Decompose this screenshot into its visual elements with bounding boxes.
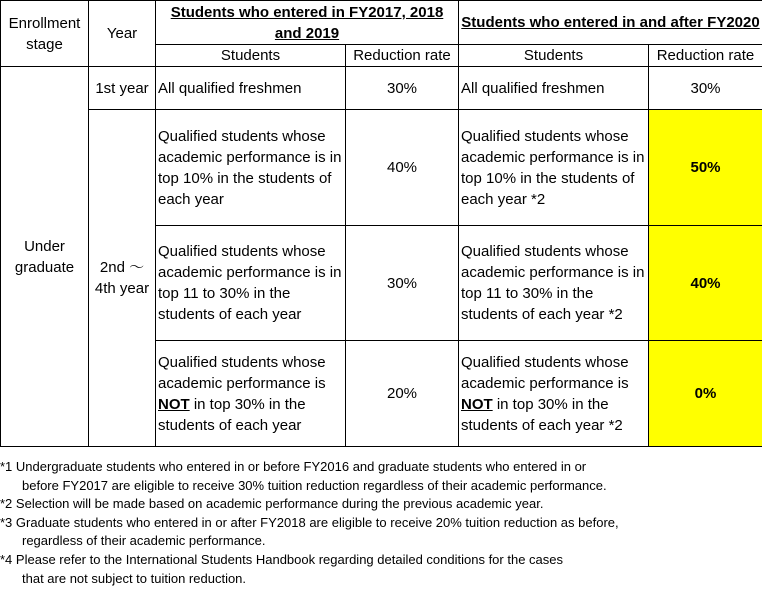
not-emphasis: NOT	[158, 395, 190, 413]
g2-rate-cell-highlighted: 50%	[649, 110, 762, 226]
footnote-mark: *2	[0, 496, 13, 512]
group1-header: Students who entered in FY2017, 2018 and 2019	[156, 1, 459, 45]
footnote	[0, 458, 762, 495]
g1-students-cell: Qualified students whose academic performance is in top 10% in the students of each year	[156, 110, 346, 226]
g2-rate-cell: 30%	[649, 67, 762, 110]
g2-students-cell: All qualified freshmen	[459, 67, 649, 110]
g1-text-pre: Qualified students whose academic performance is	[158, 353, 326, 392]
footnote-text-cont: before FY2017 are eligible to receive 30% tuition reduction regardless of their academic performance.	[22, 477, 607, 493]
footnote	[0, 551, 762, 588]
g2-students-cell	[459, 341, 649, 447]
footnote-text-cont: regardless of their academic performance.	[22, 533, 266, 549]
g1-rate-cell: 30%	[346, 67, 459, 110]
footnotes	[0, 458, 762, 588]
g1-rate-cell: 30%	[346, 226, 459, 341]
g1-rate-cell: 40%	[346, 110, 459, 226]
footnote-text: Please refer to the International Students Handbook regarding detailed conditions for the cases	[15, 551, 563, 567]
group2-students-header: Students	[459, 45, 649, 67]
g2-rate-cell-highlighted: 0%	[649, 341, 762, 447]
g1-students-cell: All qualified freshmen	[156, 67, 346, 110]
footnote-text: Undergraduate students who entered in or before FY2016 and graduate students who entered in or	[15, 459, 587, 474]
footnote-text-cont: that are not subject to tuition reduction.	[22, 570, 247, 586]
group1-students-header: Students	[156, 45, 346, 67]
group2-header: Students who entered in and after FY2020	[459, 1, 762, 45]
g2-students-cell: Qualified students whose academic performance is in top 11 to 30% in the students of each year *2	[459, 226, 649, 341]
footnote-text: Selection will be made based on academic performance during the previous academic year.	[15, 496, 544, 512]
enrollment-stage-header: Enrollment stage	[1, 1, 89, 67]
g1-text-post: in top 30% in the students of each year	[158, 395, 306, 434]
g2-students-cell: Qualified students whose academic performance is in top 10% in the students of each year *2	[459, 110, 649, 226]
group1-rate-header: Reduction rate	[346, 45, 459, 67]
g1-students-cell	[156, 341, 346, 447]
footnote-mark: *1	[0, 459, 13, 474]
footnote	[0, 514, 762, 551]
footnote-mark: *4	[0, 551, 13, 567]
year-cell-2-4: 2nd ～ 4th year	[89, 110, 156, 447]
year-cell-first: 1st year	[89, 67, 156, 110]
not-emphasis: NOT	[461, 395, 493, 413]
g2-rate-cell-highlighted: 40%	[649, 226, 762, 341]
year-header: Year	[89, 1, 156, 67]
g1-students-cell: Qualified students whose academic performance is in top 11 to 30% in the students of each year	[156, 226, 346, 341]
g2-text-pre: Qualified students whose academic performance is	[461, 353, 629, 392]
footnote-mark: *3	[0, 514, 13, 530]
group2-rate-header: Reduction rate	[649, 45, 762, 67]
footnote	[0, 495, 762, 514]
g2-text-post: in top 30% in the students of each year *2	[461, 395, 623, 434]
stage-cell: Under graduate	[1, 67, 89, 447]
g1-rate-cell: 20%	[346, 341, 459, 447]
footnote-text: Graduate students who entered in or after FY2018 are eligible to receive 20% tuition reduction as before,	[15, 514, 619, 530]
